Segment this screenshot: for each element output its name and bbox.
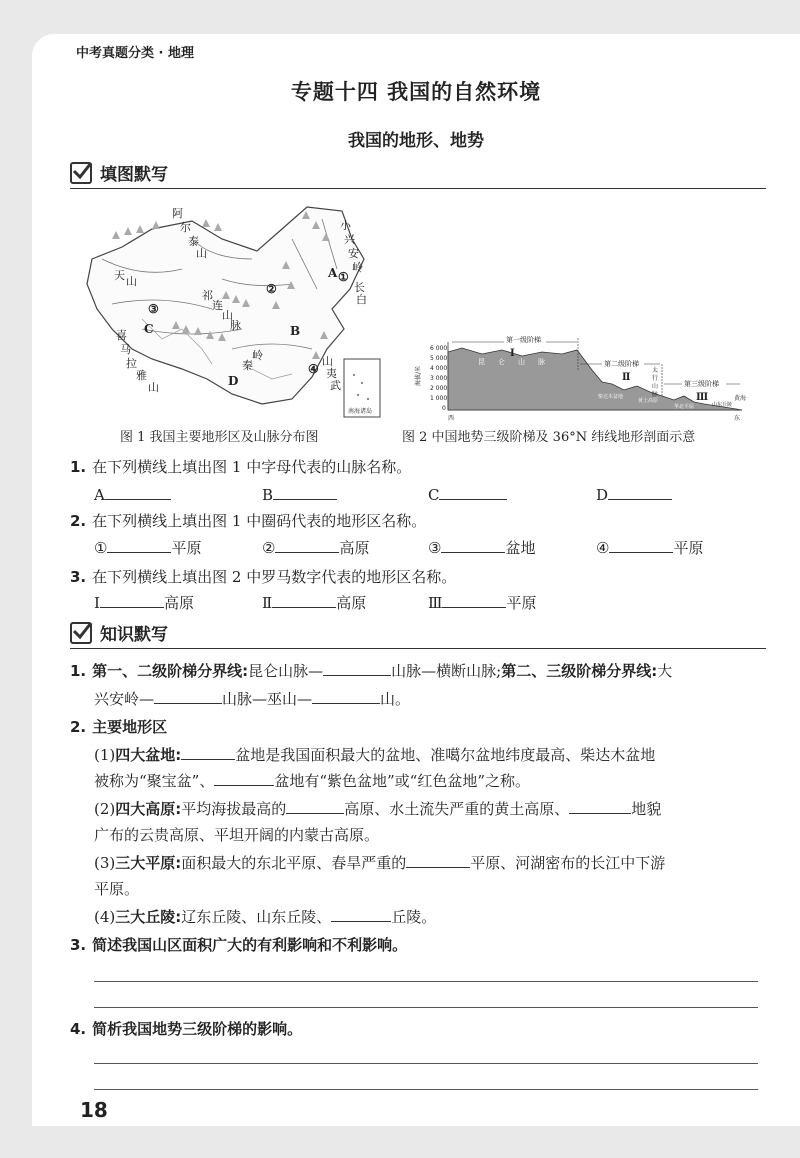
answer-blank[interactable]	[154, 687, 222, 704]
item-index: (2)	[94, 800, 116, 818]
map-circle-4: ④	[308, 362, 319, 376]
text: 辽东丘陵、山东丘陵、	[181, 908, 332, 926]
inset-label: 南海诸岛	[348, 408, 373, 415]
terrain-label: 仑	[498, 358, 505, 366]
map-label: 山	[196, 247, 207, 260]
answer-line[interactable]	[94, 980, 758, 982]
step1-label: 第一级阶梯	[506, 336, 541, 344]
k2-basins	[94, 742, 764, 768]
answer-suffix: 盆地	[505, 539, 536, 557]
map-label: 尔	[180, 221, 191, 234]
map-label: 夷	[326, 367, 337, 380]
map-label: 天	[114, 269, 125, 282]
text: 盆地是我国面积最大的盆地、准噶尔盆地纬度最高、柴达木盆地	[235, 746, 656, 764]
k2-plains	[94, 850, 764, 876]
map-letter-c: C	[144, 322, 154, 336]
text: 山脉—巫山—	[222, 690, 313, 708]
map-label: 山	[126, 275, 137, 288]
question-number: 1.	[70, 662, 87, 680]
worksheet-page	[32, 34, 800, 1126]
question-number: 2.	[70, 512, 87, 530]
answer-blank[interactable]	[214, 769, 274, 786]
checkbox-icon	[70, 162, 92, 184]
answer-blank[interactable]	[608, 483, 672, 500]
terrain-label: 山	[652, 383, 659, 390]
keyword: 第二、三级阶梯分界线:	[501, 662, 658, 680]
map-label-a: 阿	[172, 207, 183, 220]
item-index: (4)	[94, 908, 116, 926]
map-label: 拉	[126, 357, 137, 370]
answer-label: B	[262, 486, 274, 504]
question-3	[70, 564, 770, 590]
keyword: 主要地形区	[92, 718, 168, 736]
answer-blank[interactable]	[272, 591, 336, 608]
ytick: 2 000	[430, 385, 448, 392]
answer-blank[interactable]	[569, 797, 631, 814]
text: 丘陵。	[391, 908, 437, 926]
section-knowledge	[70, 622, 766, 649]
answer-label: Ⅰ	[94, 594, 100, 612]
map-label: 岭	[352, 261, 363, 274]
question-text: 在下列横线上填出图 1 中字母代表的山脉名称。	[92, 458, 412, 476]
map-circle-1: ①	[338, 270, 349, 284]
map-label: 祁	[202, 289, 213, 302]
keyword: 四大高原:	[115, 800, 182, 818]
answer-label: ③	[428, 539, 442, 557]
map-label: 山	[322, 355, 333, 368]
map-label: 白	[356, 293, 367, 306]
answer-blank[interactable]	[442, 591, 506, 608]
keyword: 三大平原:	[115, 854, 182, 872]
text: 平均海拔最高的	[181, 800, 287, 818]
text: 盆地有“紫色盆地”或“红色盆地”之称。	[274, 772, 531, 790]
text: 平原。	[94, 880, 140, 898]
map-label: 武	[330, 379, 341, 392]
terrain-label: 华北平原	[674, 404, 695, 410]
section-fill-map	[70, 162, 766, 189]
map-label: 喜	[116, 329, 127, 342]
answer-blank[interactable]	[406, 851, 470, 868]
map-letter-d: D	[228, 374, 239, 388]
text: 昆仑山脉—	[248, 662, 324, 680]
answer-suffix: 平原	[171, 539, 202, 557]
question-number: 4.	[70, 1020, 87, 1038]
question-text: 简析我国地势三级阶梯的影响。	[92, 1020, 303, 1038]
map-label: 马	[120, 343, 131, 356]
map-label: 山	[222, 309, 233, 322]
keyword: 四大盆地:	[115, 746, 182, 764]
ytick: 4 000	[430, 365, 448, 372]
question-2	[70, 508, 770, 534]
text: 广布的云贵高原、平坦开阔的内蒙古高原。	[94, 826, 380, 844]
map-label: 连	[212, 299, 223, 312]
k2-plateaus-line2	[94, 822, 764, 848]
answer-suffix: 平原	[506, 594, 537, 612]
china-terrain-map	[82, 199, 382, 421]
knowledge-2	[70, 714, 167, 740]
map-letter-b: B	[290, 324, 301, 338]
terrain-label: 脉	[652, 391, 659, 398]
terrain-label: 行	[652, 375, 659, 382]
answer-label: D	[596, 486, 609, 504]
text: 面积最大的东北平原、春旱严重的	[181, 854, 407, 872]
ytick: 5 000	[430, 355, 448, 362]
ytick: 3 000	[430, 375, 448, 382]
answer-label: C	[428, 486, 440, 504]
map-label: 岭	[252, 349, 263, 362]
east-label: 东	[734, 415, 741, 422]
section-label: 知识默写	[100, 625, 168, 645]
k2-hills	[94, 904, 764, 930]
k2-plateaus	[94, 796, 764, 822]
terrain-label: 脉	[538, 358, 545, 366]
map-label: 秦	[242, 359, 253, 372]
answer-blank[interactable]	[181, 743, 235, 760]
text: 高原、水土流失严重的黄土高原、	[344, 800, 570, 818]
terrain-label: 山	[518, 358, 525, 366]
terrain-label: 昆	[478, 358, 485, 366]
answer-label: ①	[94, 539, 108, 557]
k2-plains-line2	[94, 876, 764, 902]
roman-3: Ⅲ	[696, 392, 709, 403]
ytick: 0	[442, 405, 446, 412]
knowledge-3	[70, 932, 407, 958]
checkbox-icon	[70, 622, 92, 644]
knowledge-1-line2	[94, 686, 764, 712]
terrain-label: 山东丘陵	[712, 402, 733, 408]
answer-label: A	[94, 486, 105, 504]
text: 被称为“聚宝盆”、	[94, 772, 215, 790]
section-label: 填图默写	[100, 165, 168, 185]
item-index: (1)	[94, 746, 116, 764]
text: 山。	[380, 690, 411, 708]
answer-blank[interactable]	[331, 905, 391, 922]
map-letter-a: A	[328, 266, 338, 280]
map-label: 安	[348, 247, 359, 260]
answer-blank[interactable]	[441, 536, 505, 553]
answer-label: Ⅱ	[262, 594, 273, 612]
knowledge-4	[70, 1016, 302, 1042]
answer-suffix: 高原	[336, 594, 367, 612]
k2-basins-line2	[94, 768, 764, 794]
step2-label: 第二级阶梯	[604, 360, 639, 368]
question-number: 3.	[70, 568, 87, 586]
ytick: 6 000	[430, 345, 448, 352]
answer-blank[interactable]	[100, 591, 164, 608]
question-text: 在下列横线上填出图 1 中圈码代表的地形区名称。	[92, 512, 427, 530]
question-number: 3.	[70, 936, 87, 954]
map-label: 兴	[344, 233, 355, 246]
terrain-label: 黄土高原	[638, 398, 659, 404]
roman-1: Ⅰ	[510, 348, 515, 359]
ytick: 1 000	[430, 395, 448, 402]
answer-blank[interactable]	[609, 536, 673, 553]
question-number: 1.	[70, 458, 87, 476]
terrain-profile-chart	[412, 330, 762, 422]
answer-suffix: 高原	[339, 539, 370, 557]
item-index: (3)	[94, 854, 116, 872]
text: 地貌	[631, 800, 662, 818]
knowledge-1	[70, 658, 770, 684]
page-number: 18	[80, 1098, 108, 1122]
keyword: 三大丘陵:	[115, 908, 182, 926]
answer-line[interactable]	[94, 1088, 758, 1090]
answer-blank[interactable]	[286, 797, 344, 814]
answer-blank[interactable]	[312, 687, 380, 704]
subtitle: 我国的地形、地势	[348, 131, 484, 151]
step3-label: 第三级阶梯	[684, 380, 719, 388]
answer-label: ②	[262, 539, 276, 557]
answer-suffix: 平原	[673, 539, 704, 557]
page-title: 专题十四 我国的自然环境	[290, 80, 542, 104]
map-label: 山	[148, 381, 159, 394]
answer-suffix: 高原	[163, 594, 194, 612]
answer-label: Ⅲ	[428, 594, 443, 612]
answer-blank[interactable]	[273, 483, 337, 500]
west-label: 西	[448, 415, 455, 422]
roman-2: Ⅱ	[622, 372, 631, 383]
terrain-label: 柴达木盆地	[598, 394, 624, 400]
yaxis-label: 海拔/米	[415, 365, 422, 386]
answer-blank[interactable]	[323, 659, 391, 676]
question-1	[70, 454, 770, 480]
text: 平原、河湖密布的长江中下游	[470, 854, 666, 872]
map-label: 泰	[188, 235, 199, 248]
map2-caption: 图 2 中国地势三级阶梯及 36°N 纬线地形剖面示意	[402, 430, 696, 445]
text: 大	[657, 662, 673, 680]
map-circle-3: ③	[148, 302, 159, 316]
answer-blank[interactable]	[439, 483, 507, 500]
map-label: 脉	[230, 319, 241, 332]
text: 兴安岭—	[94, 690, 155, 708]
series-header: 中考真题分类 · 地理	[76, 46, 194, 61]
answer-label: ④	[596, 539, 610, 557]
question-text: 在下列横线上填出图 2 中罗马数字代表的地形区名称。	[92, 568, 457, 586]
map-label: 长	[354, 281, 365, 294]
keyword: 第一、二级阶梯分界线:	[92, 662, 249, 680]
text: 山脉—横断山脉;	[391, 662, 502, 680]
answer-line[interactable]	[94, 1006, 758, 1008]
map1-caption: 图 1 我国主要地形区及山脉分布图	[120, 430, 319, 445]
answer-line[interactable]	[94, 1062, 758, 1064]
terrain-label: 黄海	[734, 395, 747, 402]
terrain-label: 太	[652, 367, 659, 374]
map-circle-2: ②	[266, 282, 277, 296]
answer-blank[interactable]	[275, 536, 339, 553]
answer-blank[interactable]	[107, 536, 171, 553]
question-number: 2.	[70, 718, 87, 736]
answer-blank[interactable]	[105, 483, 171, 500]
map-label: 小	[340, 219, 351, 232]
question-text: 简述我国山区面积广大的有利影响和不利影响。	[92, 936, 408, 954]
map-label: 雅	[136, 369, 147, 382]
